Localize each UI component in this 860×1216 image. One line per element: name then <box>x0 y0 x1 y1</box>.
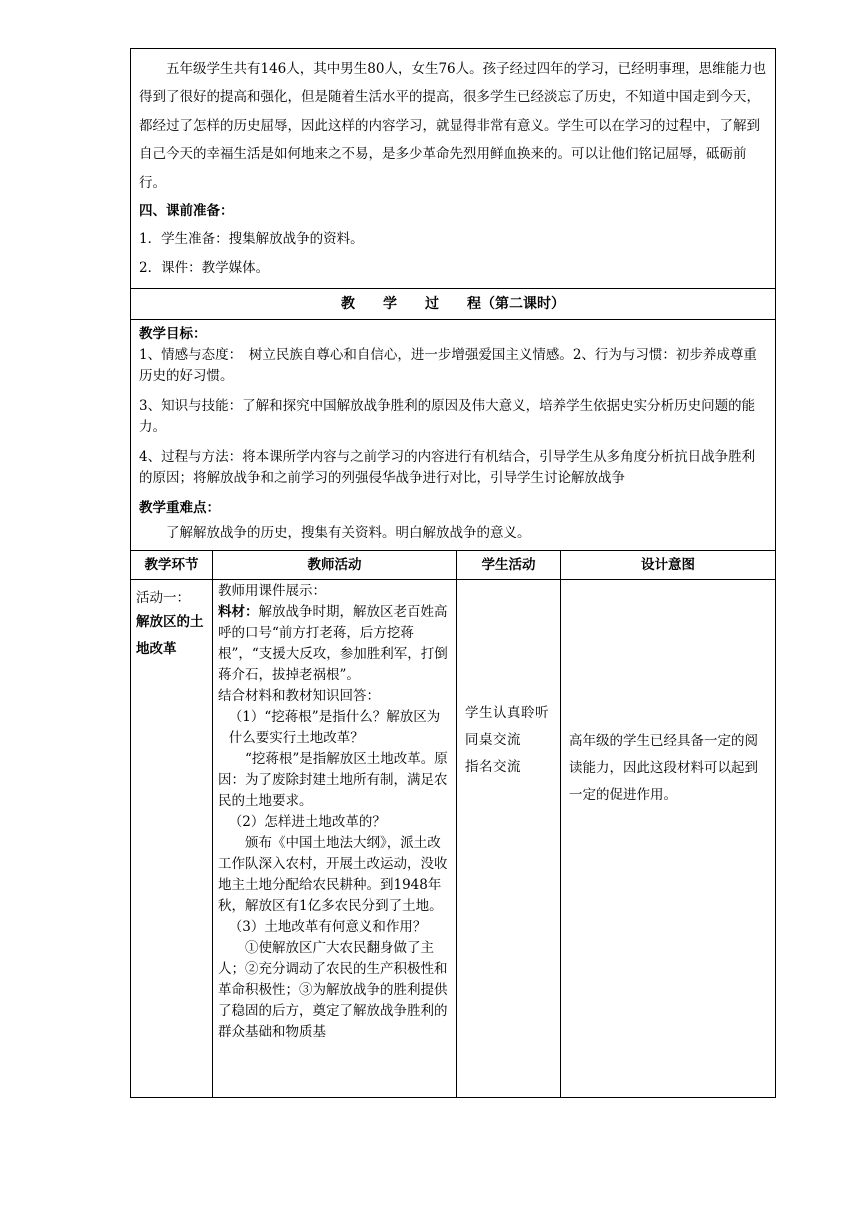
question-2: （2）怎样进土地改革的？ <box>228 813 386 830</box>
student-activity-cell <box>457 579 561 1097</box>
question-1: （1）“挖蒋根”是指什么？解放区为什么要实行土地改革？ <box>228 708 441 746</box>
key-points-text: 了解解放战争的历史，搜集有关资料。明白解放战争的意义。 <box>166 525 531 542</box>
answer-3: ①使解放区广大农民翻身做了主人；②充分调动了农民的生产积极性和革命积极性；③为解放战争的胜利提供了稳固的后方，奠定了解放战争胜利的群众基础和物质基 <box>218 939 448 1040</box>
material-paragraph <box>218 602 451 686</box>
header-student: 学生活动 <box>457 550 561 579</box>
student-activity-line: 指名交流 <box>465 758 521 775</box>
teacher-activity-cell <box>213 579 457 1097</box>
student-analysis-section <box>131 49 776 289</box>
goal-line: 3、知识与技能：了解和探究中国解放战争胜利的原因及伟大意义，培养学生依据史实分析历史问题的能力。 <box>139 398 756 436</box>
header-intent: 设计意图 <box>561 550 776 579</box>
question-prompt: 结合材料和教材知识回答： <box>218 687 380 704</box>
goals-section <box>131 320 776 550</box>
preparation-heading: 四、课前准备： <box>139 203 234 220</box>
process-title: 教 学 过 程（第二课时） <box>131 289 776 320</box>
teacher-intro: 教师用课件展示： <box>218 582 326 599</box>
activity-step-cell <box>131 579 213 1097</box>
goal-line: 4、过程与方法：将本课所学内容与之前学习的内容进行有机结合，引导学生从多角度分析抗日战争胜利的原因；将解放战争和之前学习的列强侵华战争进行对比，引导学生讨论解放战争 <box>139 449 756 487</box>
table-header-row <box>131 550 776 579</box>
design-intent-text: 高年级的学生已经具备一定的阅读能力，因此这段材料可以起到一定的促进作用。 <box>569 732 758 803</box>
goals-heading: 教学目标： <box>139 326 207 343</box>
answer-2: 颁布《中国土地法大纲》，派土改工作队深入农村，开展土改运动，没收地主土地分配给农民耕种。到1948年秋，解放区有1亿多农民分到了土地。 <box>218 834 448 914</box>
preparation-item: 2．课件：教学媒体。 <box>139 259 270 276</box>
student-analysis-paragraph: 五年级学生共有146人，其中男生80人，女生76人。孩子经过四年的学习，已经明事理，思维能力也得到了很好的提高和强化，但是随着生活水平的提高，很多学生已经淡忘了历史，不知道中国走到今天， 都经过了怎样的历史屈辱，因此这样的内容学习，就显得非常有意义。学生可以在学习的过程中，了解到自己今天的幸福生活是如何地来之不易，是多少革命先烈用鲜血换来的。可以让他们铭记屈辱，砥砺前行。 <box>139 61 767 191</box>
material-label: 料材： <box>218 603 259 620</box>
lesson-plan-page <box>130 48 775 1098</box>
activity-step-label: 活动一： <box>136 589 190 606</box>
answer-1: “挖蒋根”是指解放区土地改革。原因：为了废除封建土地所有制，满足农民的土地要求。 <box>218 750 448 809</box>
activity-step-title: 解放区的土地改革 <box>136 613 204 657</box>
key-points-heading: 教学重难点： <box>139 500 220 517</box>
header-teacher: 教师活动 <box>213 550 457 579</box>
activity-row <box>131 579 776 1097</box>
student-activity-line: 同桌交流 <box>465 731 521 748</box>
design-intent-cell <box>561 579 776 1097</box>
goal-line: 1、情感与态度： 树立民族自尊心和自信心，进一步增强爱国主义情感。2、行为与习惯：初步养成尊重历史的好习惯。 <box>139 347 757 385</box>
material-text: 解放战争时期，解放区老百姓高呼的口号“前方打老蒋，后方挖蒋根”，“支援大反攻，参加胜利军，打倒蒋介石，拔掉老祸根”。 <box>218 603 448 683</box>
lesson-plan-table <box>130 48 776 1098</box>
header-step: 教学环节 <box>131 550 213 579</box>
preparation-item: 1．学生准备：搜集解放战争的资料。 <box>139 231 364 248</box>
question-3: （3）土地改革有何意义和作用？ <box>228 918 427 935</box>
student-activity-line: 学生认真聆听 <box>465 704 549 721</box>
process-title-row <box>131 289 776 320</box>
